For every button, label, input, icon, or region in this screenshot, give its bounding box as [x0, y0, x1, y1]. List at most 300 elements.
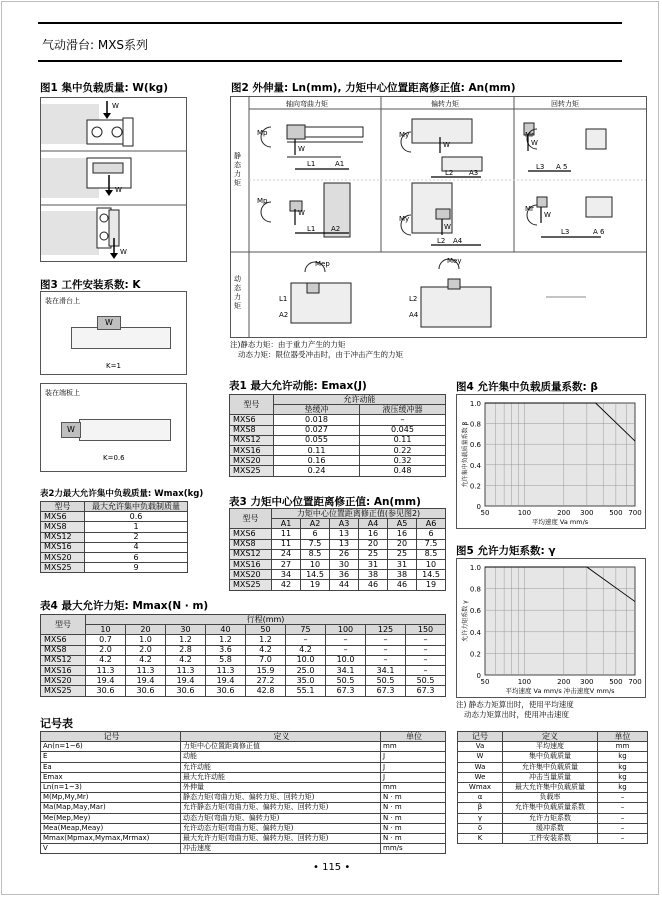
table3-cell: 16 — [388, 529, 417, 539]
table4-cell: 11.3 — [86, 665, 126, 675]
x-axis-label: 平均速度 Va mm/s 冲击速度V mm/s — [505, 687, 615, 695]
table4-cell: 67.3 — [326, 686, 366, 696]
fig3-title: 图3 工件安装系数: K — [40, 279, 141, 291]
table4-cell: – — [366, 635, 406, 645]
symbols2-cell: 负载率 — [503, 793, 598, 803]
table4-col-head: 75 — [286, 625, 326, 635]
table1-cell: MXS20 — [230, 456, 274, 466]
table3-cell: 8.5 — [301, 549, 330, 559]
table2-cell: 6 — [85, 552, 188, 562]
y-tick-label: 1.0 — [469, 400, 481, 408]
table3 — [229, 508, 446, 591]
symbols-cell: Ln(n=1~3) — [41, 782, 181, 792]
table1-cell: 0.16 — [274, 456, 360, 466]
table4-cell: 67.3 — [366, 686, 406, 696]
fig5-chart — [457, 559, 645, 697]
fig2-mr-1: Mr — [525, 131, 534, 139]
table3-cell: 38 — [388, 570, 417, 580]
table3-cell: 7.5 — [301, 539, 330, 549]
table4-cell: 27.2 — [246, 676, 286, 686]
symbols-row — [41, 823, 446, 833]
table4-cell: 30.6 — [86, 686, 126, 696]
symbols-h-unit: 单位 — [381, 732, 446, 742]
symbols2-cell: Va — [458, 742, 503, 752]
table4-cell: 2.8 — [166, 645, 206, 655]
table4-cell: 0.7 — [86, 635, 126, 645]
symbols-cell: J — [381, 752, 446, 762]
table3-cell: 6 — [301, 529, 330, 539]
table4-cell: MXS20 — [41, 676, 86, 686]
table2-h-value: 最大允许集中负载制质量 — [85, 502, 188, 512]
table3-cell: 46 — [359, 580, 388, 590]
table2-row — [41, 542, 188, 552]
symbols2-cell: mm — [598, 742, 648, 752]
table2-cell: 4 — [85, 542, 188, 552]
table1-h-sub1: 垫缓冲 — [274, 405, 360, 415]
symbols2-table — [457, 731, 648, 844]
table2-cell: 1 — [85, 522, 188, 532]
table4-cell: 19.4 — [86, 676, 126, 686]
fig2-a4: A4 — [453, 237, 463, 245]
table3-cell: MXS12 — [230, 549, 272, 559]
table3-row — [230, 529, 446, 539]
y-tick-label: 0.6 — [469, 607, 481, 616]
title-rule — [38, 60, 622, 62]
table4-cell: – — [406, 655, 446, 665]
symbols2-row — [458, 833, 648, 843]
table4-cell: 35.0 — [286, 676, 326, 686]
symbols-row — [41, 752, 446, 762]
table3-cell: 44 — [330, 580, 359, 590]
symbols2-cell: 允许集中负载质量 — [503, 762, 598, 772]
table2-row — [41, 563, 188, 573]
table4-cell: 3.6 — [206, 645, 246, 655]
fig2-l2-2: L2 — [437, 237, 446, 245]
table3-cell: 31 — [388, 559, 417, 569]
table3-row — [230, 539, 446, 549]
symbols2-h-unit: 单位 — [598, 732, 648, 742]
table1-row — [230, 445, 446, 455]
fig2-a2-2: A2 — [279, 311, 289, 319]
symbols-cell: Mmax(Mpmax,Mymax,Mrmax) — [41, 833, 181, 843]
table4-cell: 30.6 — [206, 686, 246, 696]
page-title: 气动滑台: MXS系列 — [42, 38, 149, 52]
table4-col-head: 150 — [406, 625, 446, 635]
symbols-cell: V — [41, 844, 181, 854]
table4-cell: 11.3 — [206, 665, 246, 675]
y-tick-label: 0 — [476, 503, 481, 511]
symbols2-cell: – — [598, 823, 648, 833]
table2-cell: 9 — [85, 563, 188, 573]
fig2-l1-2: L1 — [307, 225, 316, 233]
table4-cell: 50.5 — [366, 676, 406, 686]
table4-row — [41, 686, 446, 696]
symbols-cell: M(Mp,My,Mr) — [41, 793, 181, 803]
fig2-a1: A1 — [335, 160, 345, 168]
table2-cell: 2 — [85, 532, 188, 542]
symbols-cell: 外伸量 — [181, 782, 381, 792]
symbols2-cell: – — [598, 803, 648, 813]
table3-cell: 13 — [330, 539, 359, 549]
symbols-title: 记号表 — [40, 717, 73, 730]
table4-cell: MXS6 — [41, 635, 86, 645]
table4-row — [41, 676, 446, 686]
table3-cell: 20 — [359, 539, 388, 549]
symbols-cell: N · m — [381, 813, 446, 823]
fig-note-2: 动态力矩算出时，使用冲击速度 — [464, 710, 569, 719]
symbols2-row — [458, 762, 648, 772]
table1-cell: 0.32 — [360, 456, 446, 466]
table3-cell: MXS6 — [230, 529, 272, 539]
table4-col-head: 10 — [86, 625, 126, 635]
table4-cell: 1.0 — [126, 635, 166, 645]
table3-cell: 25 — [388, 549, 417, 559]
fig1-box — [40, 97, 187, 262]
table1-row — [230, 415, 446, 425]
y-tick-label: 0.4 — [469, 628, 481, 637]
symbols-row — [41, 803, 446, 813]
symbols2-h-def: 定义 — [503, 732, 598, 742]
table2-row — [41, 522, 188, 532]
fig3-box1-label: 装在滑台上 — [45, 297, 80, 305]
page-number: • 115 • — [313, 862, 351, 873]
symbols-cell: 最大允许力矩(弯曲力矩、偏转力矩、回转力矩) — [181, 833, 381, 843]
table4-cell: 15.9 — [246, 665, 286, 675]
fig2-my-2: My — [399, 215, 410, 223]
symbols2-cell: W — [458, 752, 503, 762]
symbols-cell: 冲击速度 — [181, 844, 381, 854]
table4-cell: 30.6 — [126, 686, 166, 696]
symbols-h-def: 定义 — [181, 732, 381, 742]
table3-cell: 7.5 — [417, 539, 446, 549]
symbols-row — [41, 844, 446, 854]
table3-cell: MXS16 — [230, 559, 272, 569]
fig2-a6: A 6 — [593, 228, 605, 236]
table1-cell: – — [360, 415, 446, 425]
symbols2-cell: 允许力矩系数 — [503, 813, 598, 823]
table2-cell: MXS16 — [41, 542, 85, 552]
table4-cell: – — [326, 635, 366, 645]
x-tick-label: 200 — [557, 509, 571, 517]
symbols-cell: 静态力矩(弯曲力矩、偏转力矩、回转力矩) — [181, 793, 381, 803]
fig2-a2: A2 — [331, 225, 341, 233]
symbols-cell: 最大允许动能 — [181, 772, 381, 782]
table4-h-group: 行程(mm) — [86, 615, 446, 625]
fig2-w-6: W — [544, 211, 551, 219]
symbols2-cell: α — [458, 793, 503, 803]
symbols2-row — [458, 752, 648, 762]
table4-cell: – — [326, 645, 366, 655]
table2-row — [41, 532, 188, 542]
fig5-box — [456, 558, 646, 698]
fig5-title: 图5 允许力矩系数: γ — [456, 545, 556, 557]
table4-cell: 2.0 — [126, 645, 166, 655]
symbols2-cell: 缓冲系数 — [503, 823, 598, 833]
table1-cell: MXS6 — [230, 415, 274, 425]
table1-h-model: 型号 — [230, 395, 274, 415]
y-axis-label: 允许力矩系数 γ — [462, 600, 469, 642]
symbols-cell: N · m — [381, 823, 446, 833]
table1-h-sub2: 液压缓冲器 — [360, 405, 446, 415]
fig2-w-1: W — [298, 145, 305, 153]
x-tick-label: 200 — [557, 678, 571, 686]
table4-cell: 19.4 — [126, 676, 166, 686]
table3-cell: 38 — [359, 570, 388, 580]
table3-cell: 14.5 — [417, 570, 446, 580]
table3-cell: 36 — [330, 570, 359, 580]
fig2-l1-1: L1 — [307, 160, 316, 168]
fig3-table1 — [71, 327, 171, 349]
table3-col-head: A1 — [272, 519, 301, 529]
symbols-cell: mm/s — [381, 844, 446, 854]
table3-col-head: A3 — [330, 519, 359, 529]
symbols-row — [41, 813, 446, 823]
fig2-row-dynamic: 动态力矩 — [234, 275, 241, 310]
table1-cell: 0.11 — [360, 435, 446, 445]
symbols-cell: J — [381, 762, 446, 772]
y-tick-label: 0.8 — [469, 585, 481, 594]
symbols-row — [41, 762, 446, 772]
symbols-cell: Emax — [41, 772, 181, 782]
symbols-cell: 力矩中心位置距离修正值 — [181, 742, 381, 752]
table4-cell: 4.2 — [86, 655, 126, 665]
table1-cell: MXS12 — [230, 435, 274, 445]
symbols-cell: N · m — [381, 803, 446, 813]
y-tick-label: 0 — [476, 672, 481, 680]
symbols-cell: 动能 — [181, 752, 381, 762]
fig1-title: 图1 集中负载质量: W(kg) — [40, 82, 168, 94]
table3-cell: 14.5 — [301, 570, 330, 580]
fig3-box2-label: 装在端板上 — [45, 389, 80, 397]
table3-h-model: 型号 — [230, 509, 272, 529]
y-tick-label: 0.2 — [469, 650, 481, 659]
symbols2-cell: δ — [458, 823, 503, 833]
symbols2-cell: kg — [598, 772, 648, 782]
table4-cell: 11.3 — [166, 665, 206, 675]
y-tick-label: 0.2 — [469, 482, 481, 491]
symbols-cell: Me(Mep,Mey) — [41, 813, 181, 823]
symbols2-row — [458, 803, 648, 813]
table4-cell: MXS8 — [41, 645, 86, 655]
symbols2-cell: – — [598, 793, 648, 803]
table1-cell: 0.045 — [360, 425, 446, 435]
symbols-row — [41, 793, 446, 803]
table4-cell: 2.0 — [86, 645, 126, 655]
fig2-box — [230, 96, 647, 338]
table3-cell: 46 — [388, 580, 417, 590]
table2-h-model: 型号 — [41, 502, 85, 512]
table4-cell: 10.0 — [286, 655, 326, 665]
table2-row — [41, 512, 188, 522]
symbols-row — [41, 742, 446, 752]
fig3-k2: K=0.6 — [103, 454, 125, 462]
table4-title: 表4 最大允许力矩: Mmax(N · m) — [40, 600, 209, 612]
table3-cell: 24 — [272, 549, 301, 559]
table4-cell: MXS12 — [41, 655, 86, 665]
table4-cell: 30.6 — [166, 686, 206, 696]
table3-cell: 19 — [301, 580, 330, 590]
symbols2-cell: kg — [598, 752, 648, 762]
table2-cell: MXS25 — [41, 563, 85, 573]
x-tick-label: 300 — [580, 678, 594, 686]
symbols2-cell: kg — [598, 782, 648, 792]
symbols-cell: J — [381, 772, 446, 782]
x-tick-label: 500 — [609, 678, 623, 686]
table4-cell: 55.1 — [286, 686, 326, 696]
fig2-mp-2: Mp — [257, 197, 268, 205]
fig1-w-label-2: W — [115, 186, 122, 194]
table4-cell: 4.2 — [166, 655, 206, 665]
fig3-table2 — [79, 419, 171, 441]
table3-cell: 10 — [417, 559, 446, 569]
table1-cell: 0.22 — [360, 445, 446, 455]
table3-cell: 13 — [330, 529, 359, 539]
fig2-mp-1: Mp — [257, 129, 268, 137]
table1-cell: 0.027 — [274, 425, 360, 435]
x-tick-label: 100 — [517, 509, 532, 517]
table4-cell: 42.8 — [246, 686, 286, 696]
x-tick-label: 500 — [609, 509, 623, 517]
table4-col-head: 40 — [206, 625, 246, 635]
table4-cell: 34.1 — [366, 665, 406, 675]
table3-cell: 20 — [388, 539, 417, 549]
y-tick-label: 0.4 — [469, 461, 481, 470]
fig3-box1 — [40, 291, 187, 375]
symbols-cell: Ea — [41, 762, 181, 772]
table3-cell: 19 — [417, 580, 446, 590]
top-rule — [38, 22, 622, 24]
fig2-mr-2: Mr — [525, 205, 534, 213]
fig2-a3: A3 — [469, 169, 479, 177]
fig2-grid — [231, 97, 646, 337]
table4-cell: 7.0 — [246, 655, 286, 665]
x-tick-label: 700 — [628, 678, 642, 686]
table3-col-head: A5 — [388, 519, 417, 529]
table4-cell: 4.2 — [286, 645, 326, 655]
symbols2-cell: 工件安装系数 — [503, 833, 598, 843]
symbols2-row — [458, 742, 648, 752]
table3-col-head: A2 — [301, 519, 330, 529]
table4-cell: 4.2 — [126, 655, 166, 665]
table4-cell: 4.2 — [246, 645, 286, 655]
table1-row — [230, 466, 446, 476]
table4-cell: MXS16 — [41, 665, 86, 675]
table4-cell: 19.4 — [166, 676, 206, 686]
table4-col-head: 30 — [166, 625, 206, 635]
table4-cell: 34.1 — [326, 665, 366, 675]
fig3-k1: K=1 — [106, 362, 121, 370]
table3-row — [230, 549, 446, 559]
table4 — [40, 614, 446, 697]
table3-cell: 25 — [359, 549, 388, 559]
fig2-col-roll: 回转力矩 — [551, 100, 579, 108]
symbols2-cell: 冲击当量质量 — [503, 772, 598, 782]
table4-col-head: 50 — [246, 625, 286, 635]
symbols2-row — [458, 813, 648, 823]
table3-cell: 11 — [272, 529, 301, 539]
table2-cell: 0.6 — [85, 512, 188, 522]
table3-col-head: A6 — [417, 519, 446, 529]
fig2-mey: Mey — [447, 257, 462, 265]
table1-cell: 0.018 — [274, 415, 360, 425]
symbols-cell: Ma(Map,May,Mar) — [41, 803, 181, 813]
table4-cell: 1.2 — [246, 635, 286, 645]
symbols2-row — [458, 793, 648, 803]
fig4-chart — [457, 395, 645, 528]
fig2-l2-1: L2 — [445, 169, 454, 177]
symbols2-row — [458, 823, 648, 833]
fig4-box — [456, 394, 646, 529]
symbols2-cell: γ — [458, 813, 503, 823]
table2-cell: MXS12 — [41, 532, 85, 542]
table3-cell: MXS25 — [230, 580, 272, 590]
fig4-title: 图4 允许集中负载质量系数: β — [456, 381, 598, 393]
table3-row — [230, 559, 446, 569]
table3-cell: 26 — [330, 549, 359, 559]
table3-cell: 16 — [359, 529, 388, 539]
fig2-mep: Mep — [315, 260, 330, 268]
symbols-row — [41, 772, 446, 782]
symbols-cell: 允许动态力矩(弯曲力矩、偏转力矩) — [181, 823, 381, 833]
fig2-l1-3: L1 — [279, 295, 288, 303]
note-static: 注)静态力矩：由于重力产生的力矩 — [230, 340, 346, 349]
table4-cell: 25.0 — [286, 665, 326, 675]
fig3-work1: W — [97, 316, 121, 330]
symbols-row — [41, 833, 446, 843]
table4-cell: 10.0 — [326, 655, 366, 665]
table1-h-group: 允许动能 — [274, 395, 446, 405]
fig3-work2: W — [61, 422, 81, 438]
table4-cell: 1.2 — [166, 635, 206, 645]
table4-cell: – — [366, 655, 406, 665]
fig3-box2 — [40, 383, 187, 472]
fig2-l3-2: L3 — [561, 228, 570, 236]
fig2-a5: A 5 — [556, 163, 568, 171]
table3-cell: 31 — [359, 559, 388, 569]
fig2-w-4: W — [444, 223, 451, 231]
table4-h-model: 型号 — [41, 615, 86, 635]
x-tick-label: 700 — [628, 509, 642, 517]
table4-cell: – — [406, 665, 446, 675]
table2-cell: MXS8 — [41, 522, 85, 532]
table1-row — [230, 456, 446, 466]
table1-row — [230, 435, 446, 445]
y-axis-label: 允许集中负载质量系数 β — [462, 421, 469, 488]
table2-title: 表2力最大允许集中负载质量: Wmax(kg) — [40, 489, 204, 499]
table3-cell: MXS8 — [230, 539, 272, 549]
y-tick-label: 0.6 — [469, 441, 481, 450]
symbols2-cell: 最大允许集中负载质量 — [503, 782, 598, 792]
fig-note-1: 注) 静态力矩算出时，使用平均速度 — [456, 700, 574, 709]
table3-cell: MXS20 — [230, 570, 272, 580]
fig2-title: 图2 外伸量: Ln(mm), 力矩中心位置距离修正值: An(mm) — [231, 82, 516, 94]
symbols-cell: N · m — [381, 793, 446, 803]
symbols2-cell: β — [458, 803, 503, 813]
table4-cell: MXS25 — [41, 686, 86, 696]
table4-col-head: 125 — [366, 625, 406, 635]
symbols2-cell: We — [458, 772, 503, 782]
table3-cell: 42 — [272, 580, 301, 590]
table2-row — [41, 552, 188, 562]
symbols2-cell: – — [598, 813, 648, 823]
table4-row — [41, 635, 446, 645]
x-axis-label: 平均速度 Va mm/s — [531, 518, 589, 526]
symbols-cell: E — [41, 752, 181, 762]
table1-row — [230, 425, 446, 435]
fig1-w-label-3: W — [120, 248, 127, 256]
symbols2-cell: K — [458, 833, 503, 843]
table3-title: 表3 力矩中心位置距离修正值: An(mm) — [229, 496, 421, 508]
